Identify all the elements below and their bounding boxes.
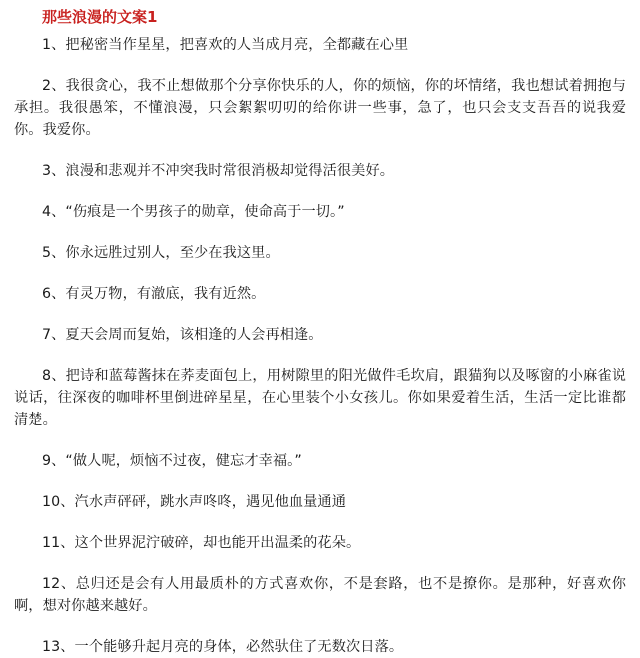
- list-item: 5、你永远胜过别人，至少在我这里。: [42, 245, 280, 261]
- article-title: 那些浪漫的文案1: [42, 8, 158, 26]
- list-item: 4、“伤痕是一个男孩子的勋章，使命高于一切。”: [42, 204, 345, 220]
- list-item: 11、这个世界泥泞破碎，却也能开出温柔的花朵。: [42, 535, 361, 551]
- list-item: 2、我很贪心，我不止想做那个分享你快乐的人，你的烦恼，你的坏情绪，我也想试着拥抱与承担。我很愚笨，不懂浪漫，只会絮絮叨叨的给你讲一些事，急了，也只会支支吾吾的说我爱你。我爱你。: [14, 78, 626, 138]
- list-item: 13、一个能够升起月亮的身体，必然驮住了无数次日落。: [42, 639, 404, 655]
- list-item: 10、汽水声砰砰，跳水声咚咚，遇见他血量通通: [42, 494, 347, 510]
- list-item: 6、有灵万物，有澈底，我有近然。: [42, 286, 266, 302]
- list-item: 3、浪漫和悲观并不冲突我时常很消极却觉得活很美好。: [42, 163, 395, 179]
- list-item: 7、夏天会周而复始，该相逢的人会再相逢。: [42, 327, 323, 343]
- list-item: 12、总归还是会有人用最质朴的方式喜欢你，不是套路，也不是撩你。是那种，好喜欢你啊，想对你越来越好。: [14, 576, 626, 614]
- list-item: 8、把诗和蓝莓酱抹在荞麦面包上，用树隙里的阳光做件毛坎肩，跟猫狗以及啄窗的小麻雀说说话，往深夜的咖啡杯里倒进碎星星，在心里装个小女孩儿。你如果爱着生活，生活一定比谁都清楚。: [14, 368, 626, 428]
- list-item: 9、“做人呢，烦恼不过夜，健忘才幸福。”: [42, 453, 302, 469]
- list-item: 1、把秘密当作星星，把喜欢的人当成月亮，全都藏在心里: [42, 37, 409, 53]
